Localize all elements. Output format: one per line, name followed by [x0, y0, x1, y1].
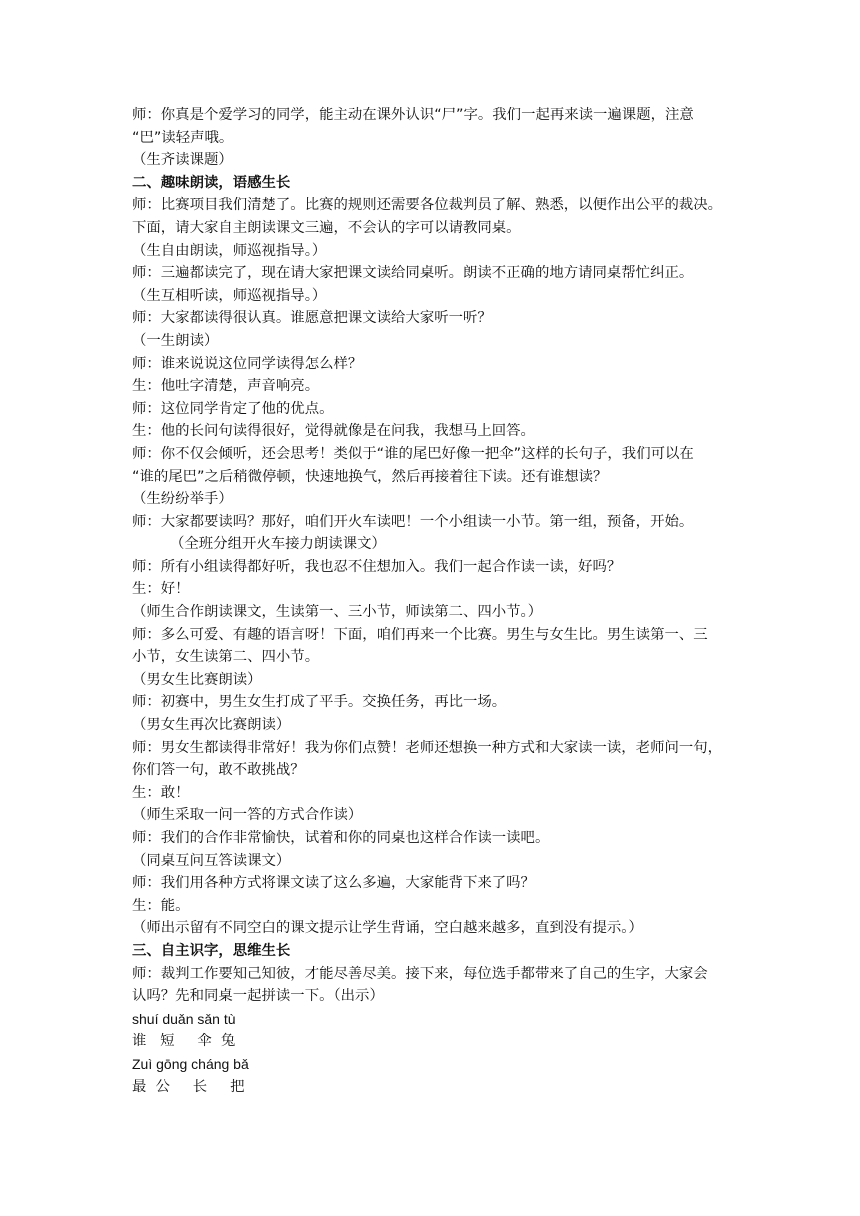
paragraph-line: 下面，请大家自主朗读课文三遍，不会认的字可以请教同桌。 [132, 219, 521, 236]
paragraph-line: 师：大家都读得很认真。谁愿意把课文读给大家听一听？ [132, 310, 492, 327]
stage-direction: （同桌互问互答读课文） [132, 852, 291, 869]
pinyin-line: Zuì gōng cháng bǎ [132, 1055, 249, 1072]
stage-direction: （师生合作朗读课文，生读第一、三小节，师读第二、四小节。） [132, 604, 543, 621]
paragraph-line: 师：三遍都读完了，现在请大家把课文读给同桌听。朗读不正确的地方请同桌帮忙纠正。 [132, 265, 694, 282]
stage-direction: （生纷纷举手） [132, 491, 233, 508]
paragraph-line: 师：你真是个爱学习的同学，能主动在课外认识“尸”字。我们一起再来读一遍课题，注意 [132, 107, 694, 123]
stage-direction: （师生采取一问一答的方式合作读） [132, 807, 363, 824]
paragraph-line: 师：大家都要读吗？那好，咱们开火车读吧！一个小组读一小节。第一组，预备，开始。 [132, 513, 694, 530]
paragraph-line: “谁的尾巴”之后稍微停顿，快速地换气，然后再接着往下读。还有谁想读？ [132, 468, 608, 485]
paragraph-line: 师：多么可爱、有趣的语言呀！下面，咱们再来一个比赛。男生与女生比。男生读第一、三 [132, 626, 708, 643]
stage-direction: （生自由朗读，师巡视指导。） [132, 242, 327, 259]
paragraph-line: 师：比赛项目我们清楚了。比赛的规则还需要各位裁判员了解、熟悉，以便作出公平的裁决。 [132, 197, 723, 214]
character-line: 谁 短 伞 兔 [132, 1033, 236, 1050]
paragraph-line: 师：裁判工作要知己知彼，才能尽善尽美。接下来，每位选手都带来了自己的生字，大家会 [132, 965, 708, 982]
section-heading: 三、自主识字，思维生长 [132, 942, 291, 959]
stage-direction: （全班分组开火车接力朗读课文） [170, 536, 386, 553]
paragraph-line: 师：谁来说说这位同学读得怎么样？ [132, 355, 363, 372]
paragraph-line: 师：这位同学肯定了他的优点。 [132, 400, 334, 417]
paragraph-line: 生：好！ [132, 581, 190, 598]
paragraph-line: 师：我们的合作非常愉快，试着和你的同桌也这样合作读一读吧。 [132, 830, 550, 846]
paragraph-line: 师：你不仅会倾听，还会思考！类似于“谁的尾巴好像一把伞”这样的长句子，我们可以在 [132, 445, 694, 462]
stage-direction: （男女生再次比赛朗读） [132, 717, 291, 734]
paragraph-line: 认吗？先和同桌一起拼读一下。（出示） [132, 988, 384, 1005]
stage-direction: （生互相听读，师巡视指导。） [132, 287, 327, 304]
paragraph-line: 小节，女生读第二、四小节。 [132, 649, 320, 666]
section-heading: 二、趣味朗读，语感生长 [132, 174, 291, 191]
paragraph-line: 师：我们用各种方式将课文读了这么多遍，大家能背下来了吗？ [132, 875, 535, 892]
lesson-plan-page [132, 104, 732, 1098]
paragraph-line: 师：所有小组读得都好听，我也忍不住想加入。我们一起合作读一读，好吗？ [132, 558, 622, 575]
pinyin-line: shuí duǎn sǎn tù [132, 1010, 236, 1027]
paragraph-line: 生：敢！ [132, 784, 190, 801]
stage-direction: （师出示留有不同空白的课文提示让学生背诵，空白越来越多，直到没有提示。） [132, 920, 643, 937]
paragraph-line: “巴”读轻声哦。 [132, 129, 234, 146]
paragraph-line: 生：能。 [132, 897, 190, 914]
character-line: 最 公 长 把 [132, 1078, 245, 1095]
paragraph-line: 你们答一句，敢不敢挑战？ [132, 762, 305, 779]
paragraph-line: 师：男女生都读得非常好！我为你们点赞！老师还想换一种方式和大家读一读，老师问一句， [132, 739, 723, 756]
stage-direction: （男女生比赛朗读） [132, 671, 262, 688]
paragraph-line: 师：初赛中，男生女生打成了平手。交换任务，再比一场。 [132, 694, 507, 711]
stage-direction: （生齐读课题） [132, 152, 233, 169]
paragraph-line: 生：他吐字清楚，声音响亮。 [132, 378, 320, 395]
paragraph-line: 生：他的长问句读得很好，觉得就像是在问我，我想马上回答。 [132, 423, 535, 440]
stage-direction: （一生朗读） [132, 332, 219, 349]
